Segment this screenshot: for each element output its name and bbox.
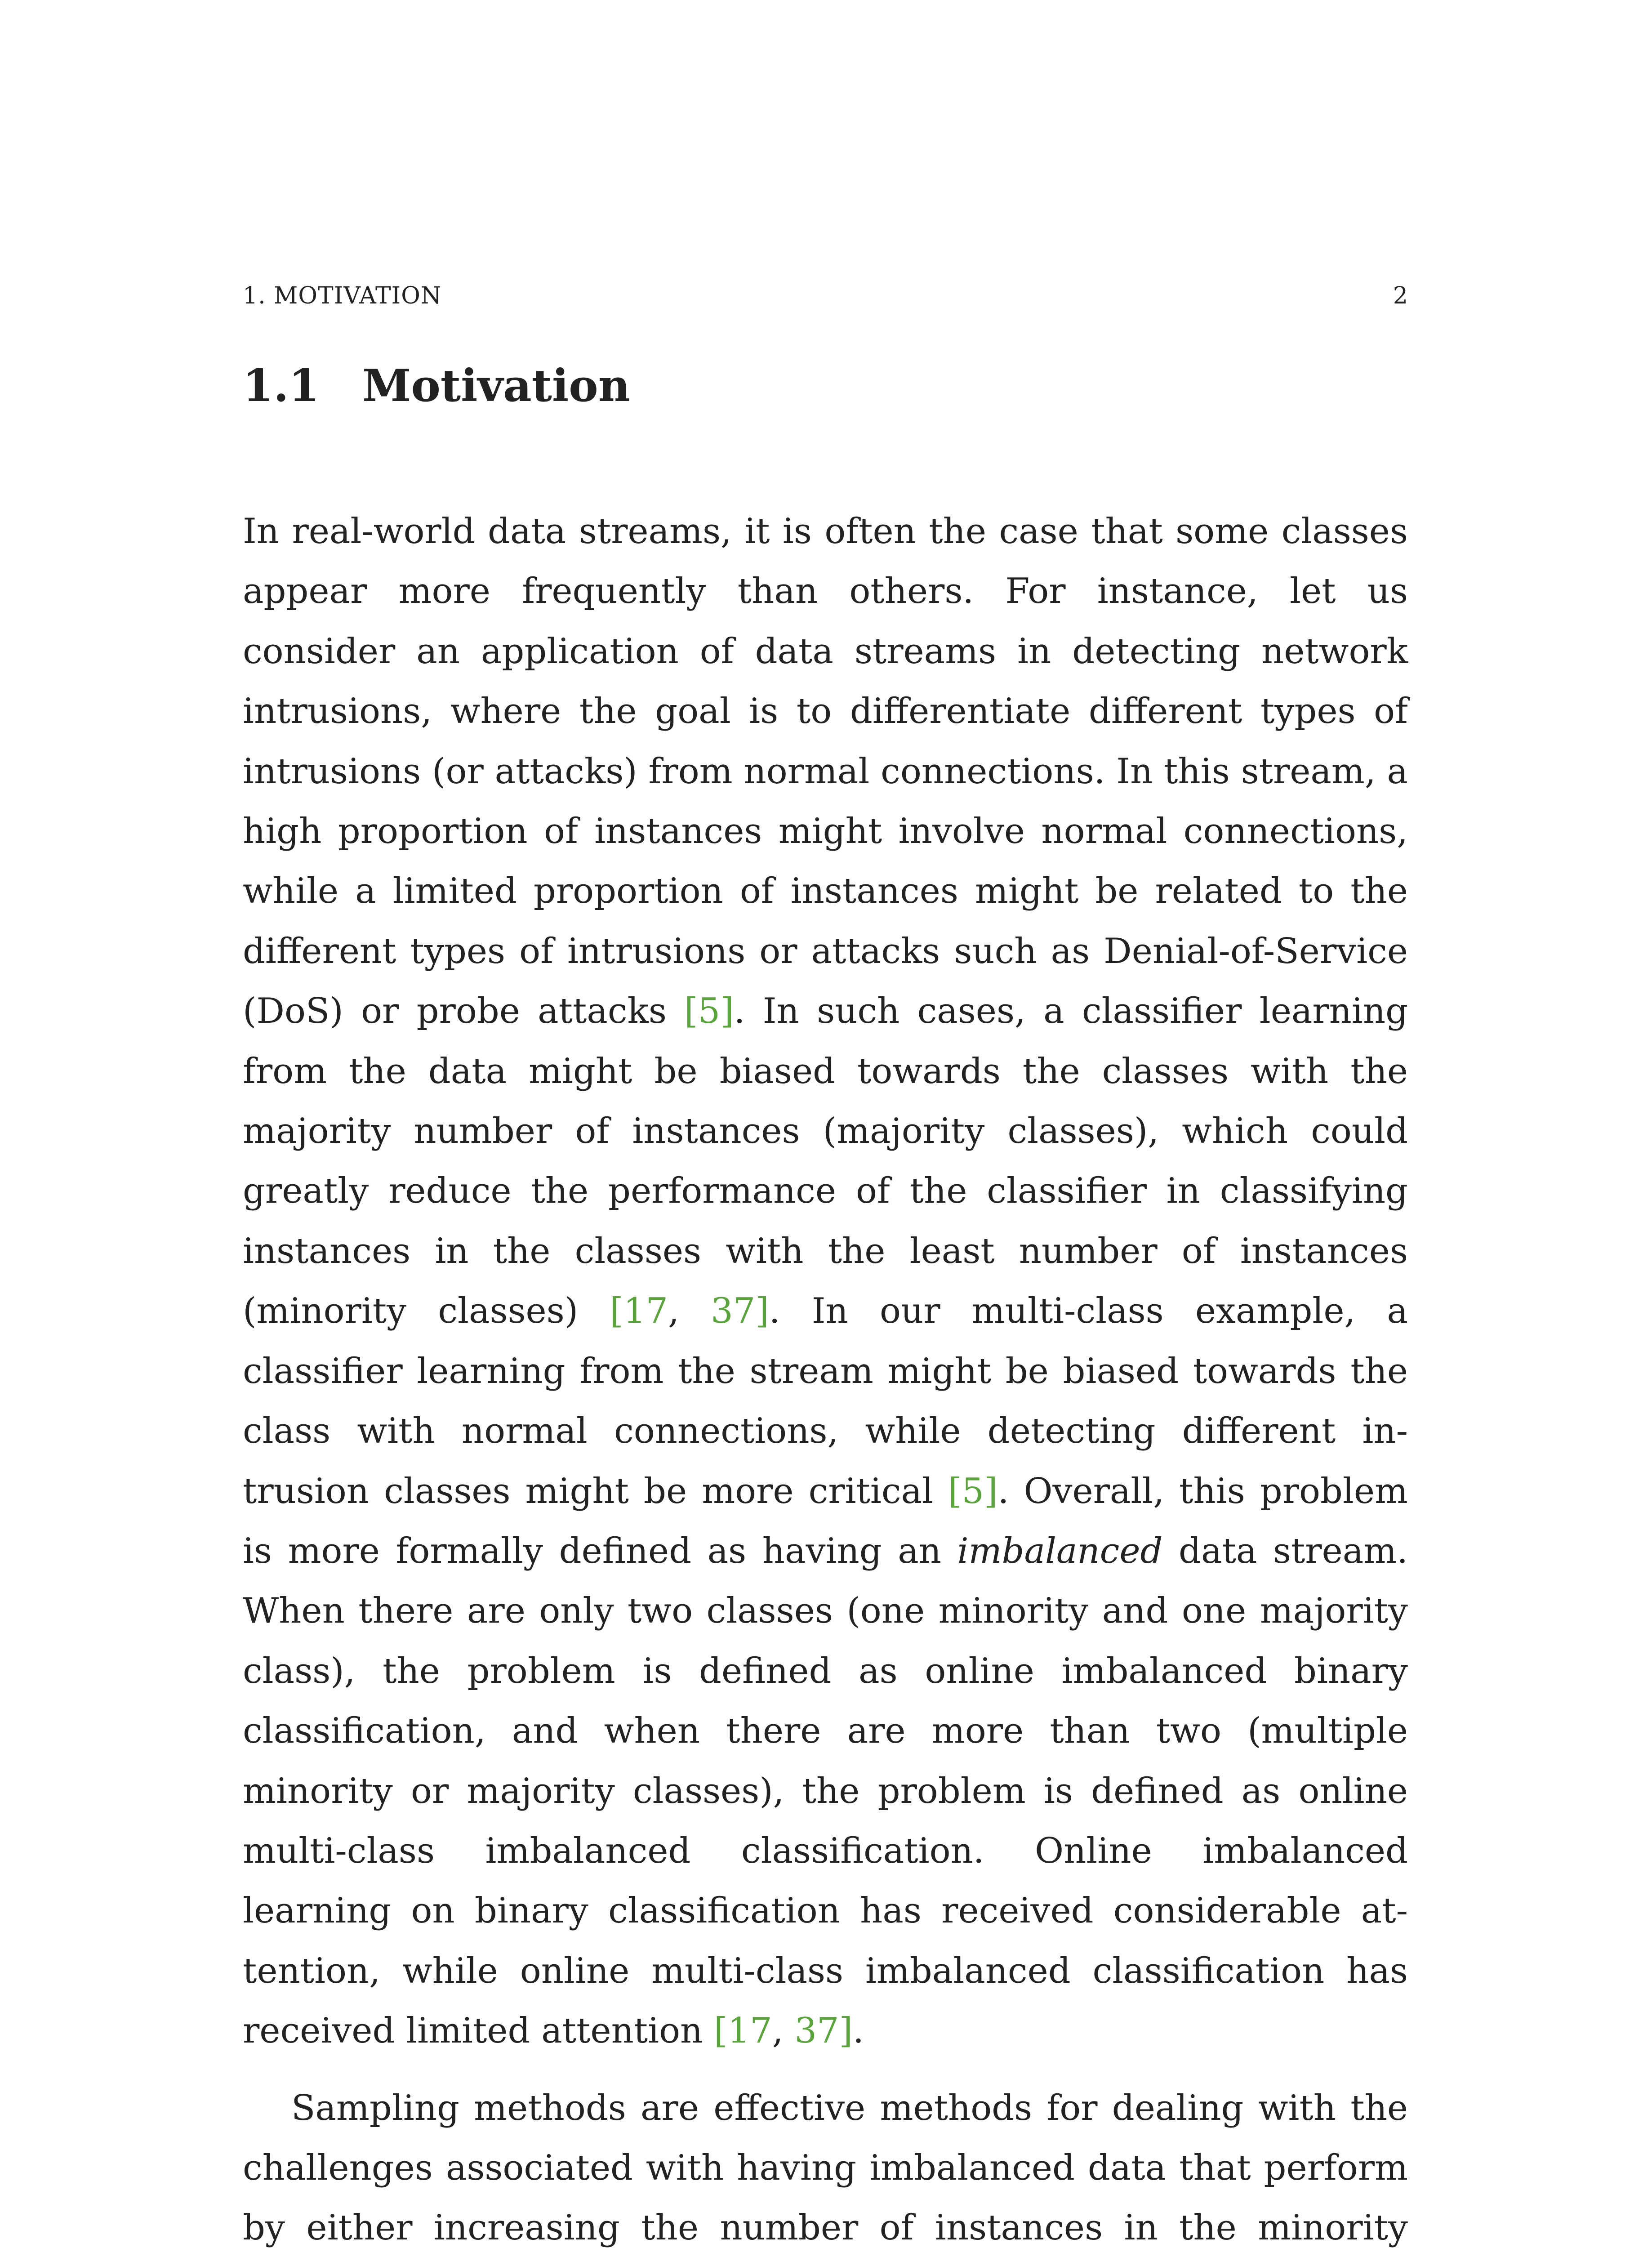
citation-bracket: ] <box>839 2011 853 2052</box>
running-head-title: 1. MOTIVATION <box>243 282 442 309</box>
section-title: Motivation <box>362 360 630 412</box>
citation-link[interactable]: 5 <box>962 1471 984 1512</box>
emphasis-imbalanced: imbalanced <box>957 1530 1163 1571</box>
citation-bracket: ] <box>984 1471 998 1512</box>
section-number: 1.1 <box>243 360 320 412</box>
citation-bracket: [ <box>714 2011 728 2052</box>
text-run: . <box>853 2011 864 2052</box>
paragraph-1 <box>243 502 1408 2061</box>
citation-separator: , <box>668 1291 711 1332</box>
citation-link[interactable]: 17 <box>727 2011 772 2052</box>
citation-link[interactable]: 37 <box>794 2011 839 2052</box>
citation-bracket: ] <box>755 1291 769 1332</box>
citation-bracket: ] <box>720 991 734 1032</box>
text-run: In real-world data streams, it is often the case that some classes appear more frequently than others. For instance, let us consider an application of data streams in detecting network intrusions, where the goal is to differentiate different types of intrusions (or attacks) from normal connections. In this stream, a high proportion of instances might involve normal connections, while a limited proportion of instances might be related to the different types of intrusions or attacks such as Denial-of-Service (DoS) or probe attacks <box>243 511 1408 1032</box>
page-number: 2 <box>1393 282 1408 309</box>
citation-link[interactable]: 17 <box>623 1291 668 1332</box>
section-heading <box>243 360 1408 413</box>
citation-link[interactable]: 5 <box>698 991 721 1032</box>
text-run: . Overall, this problem is more formally defined as having an <box>243 1471 1408 1571</box>
citation-bracket: [ <box>684 991 698 1032</box>
citation-bracket: [ <box>610 1291 623 1332</box>
text-run: . In our multi-class example, a classifier learning from the stream might be biased towards the class with normal connections, while detecting different intrusion classes might be more critical <box>243 1291 1408 1512</box>
citation-link[interactable]: 37 <box>711 1291 756 1332</box>
citation-bracket: [ <box>948 1471 962 1512</box>
body-text <box>243 502 1408 2248</box>
text-run: . In such cases, a classifier learning from the data might be biased towards the classes with the majority number of instances (majority classes), which could greatly reduce the performance of the classifier in classifying instances in the classes with the least number of instances (minority classes) <box>243 991 1408 1332</box>
text-run: data stream. When there are only two classes (one minority and one majority class), the problem is defined as online imbalanced binary classification, and when there are more than two (multiple minority or majority classes), the problem is defined as online multi-class imbalanced classification. Online imbalanced learning on binary classification has received considerable attention, while online multi-class imbalanced classification has received limited attention <box>243 1530 1408 2052</box>
citation-separator: , <box>772 2011 795 2052</box>
running-head <box>243 282 1408 314</box>
paragraph-2: Sampling methods are effective methods for dealing with the challenges associated with having imbalanced data that perform by either increasing the number of instances in the minority <box>243 2087 1408 2248</box>
